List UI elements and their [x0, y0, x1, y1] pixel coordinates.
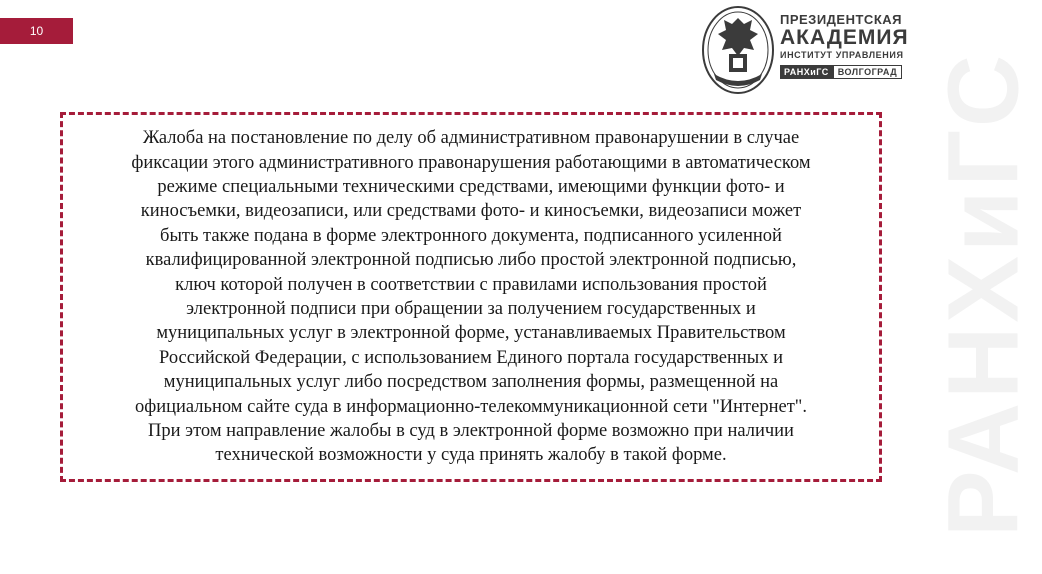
academy-logo [700, 4, 924, 96]
logo-title-line2: АКАДЕМИЯ [780, 26, 909, 49]
text-line: При этом направление жалобы в суд в электронной форме возможно при наличии [148, 421, 794, 442]
academy-seal-icon [700, 4, 776, 96]
text-line: муниципальных услуг в электронной форме, устанавливаемых Правительством [156, 323, 786, 344]
text-line: Российской Федерации, с использованием Единого портала государственных и [158, 347, 783, 368]
logo-badges [780, 65, 924, 79]
body-paragraph [131, 126, 810, 468]
text-line: муниципальных услуг либо посредством заполнения формы, размещенной на [163, 372, 779, 393]
text-line: электронной подписи при обращении за получением государственных и [186, 299, 756, 319]
logo-badge-ranepa: РАНХиГС [780, 65, 833, 79]
slide-number: 10 [0, 18, 73, 44]
text-line: киносъемки, видеозаписи, или средствами фото- и киносъемки, видеозаписи может [140, 201, 802, 222]
text-line: Жалоба на постановление по делу об административном правонарушении в случае [142, 128, 800, 149]
text-line: ключ которой получен в соответствии с правилами использования простой [175, 274, 767, 295]
logo-title-line1: ПРЕЗИДЕНТСКАЯ [780, 12, 902, 27]
watermark-text: РАНХиГС [927, 50, 1040, 538]
content-frame [60, 112, 882, 482]
text-line: быть также подана в форме электронного документа, подписанного усиленной [160, 225, 782, 246]
text-line: режиме специальными техническими средствами, имеющими функции фото- и [157, 176, 785, 197]
logo-subtitle: ИНСТИТУТ УПРАВЛЕНИЯ [780, 50, 904, 60]
text-line: официальном сайте суда в информационно-телекоммуникационной сети "Интернет". [134, 396, 807, 417]
text-line: фиксации этого административного правонарушения работающими в автоматическом [131, 152, 811, 173]
text-line: квалифицированной электронной подписью либо простой электронной подписью, [145, 250, 797, 271]
logo-badge-city: ВОЛГОГРАД [833, 65, 902, 79]
watermark [927, 4, 1040, 574]
text-line: технической возможности у суда принять жалобу в такой форме. [215, 445, 727, 466]
